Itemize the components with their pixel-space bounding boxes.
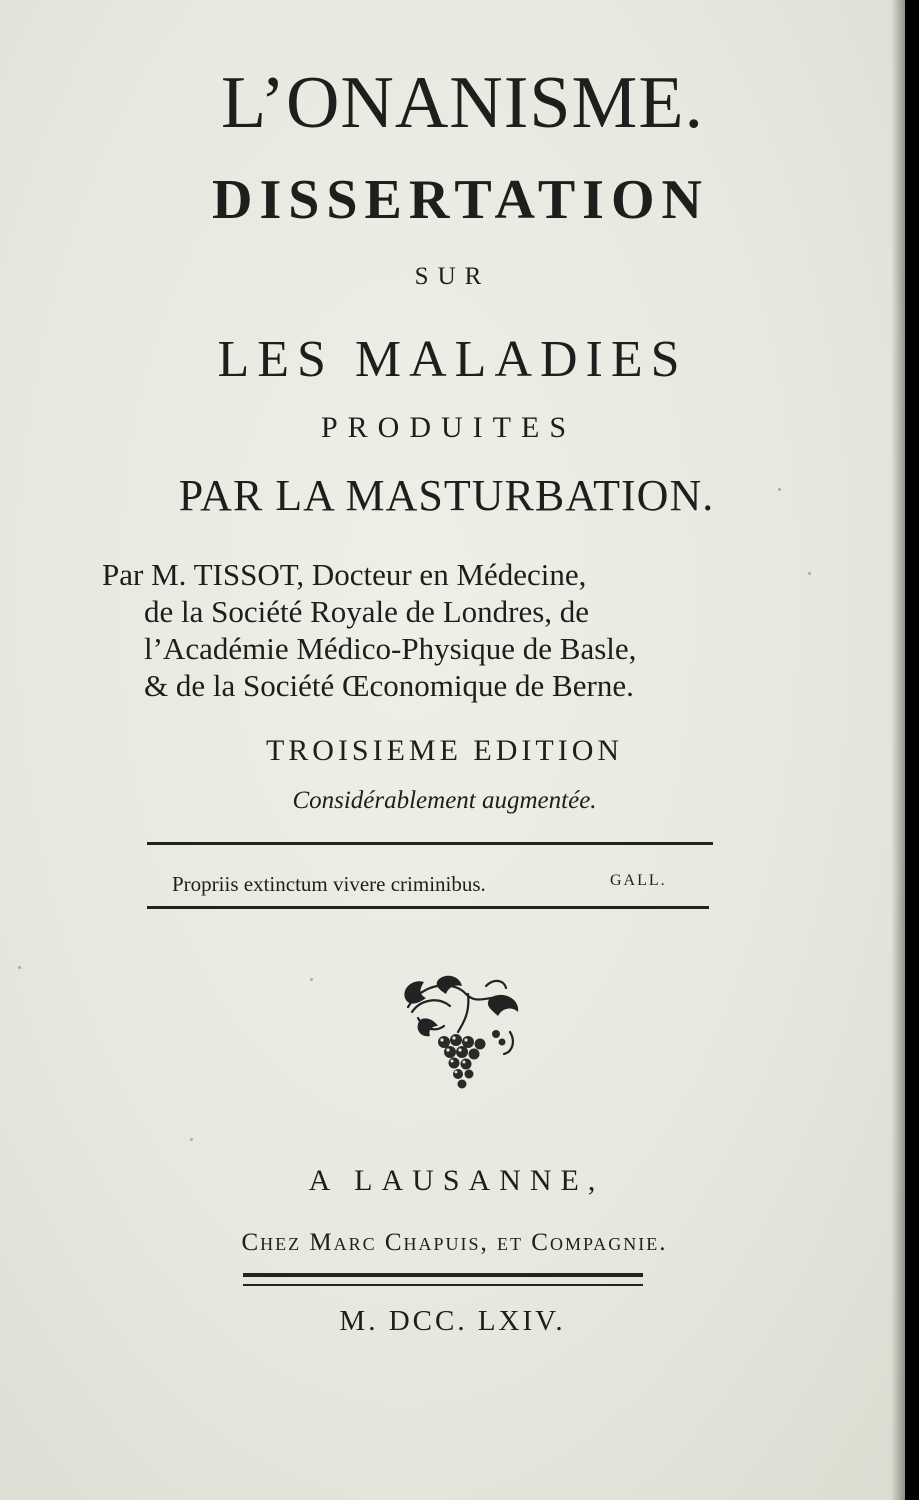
book-title: L’ONANISME. xyxy=(220,62,705,144)
motto-text: Propriis extinctum vivere criminibus. xyxy=(172,872,486,896)
paper-speck xyxy=(190,1138,193,1141)
edition-label: TROISIEME EDITION xyxy=(265,734,624,767)
bottom-divider-rule xyxy=(147,906,709,909)
imprint-rule-lower xyxy=(243,1284,643,1286)
motto xyxy=(172,872,692,897)
paper-speck xyxy=(18,966,21,969)
paper-speck xyxy=(778,488,781,491)
author-line-4: & de la Société Œconomique de Berne. xyxy=(144,668,634,703)
publication-place: A LAUSANNE, xyxy=(308,1164,605,1197)
publication-date: M. DCC. LXIV. xyxy=(339,1305,566,1337)
author-line-3: l’Académie Médico-Physique de Basle, xyxy=(144,631,637,666)
subtitle-maladies: LES MALADIES xyxy=(217,331,688,388)
page-edge-shadow xyxy=(891,0,905,1500)
paper-speck xyxy=(808,572,811,575)
book-subtitle: DISSERTATION xyxy=(212,169,709,231)
motto-source: GALL. xyxy=(610,872,667,889)
imprint-rule-upper xyxy=(243,1273,643,1277)
top-divider-rule xyxy=(147,842,713,845)
publisher-name: Chez Marc Chapuis, et Compagnie. xyxy=(241,1229,668,1256)
author-line-2: de la Société Royale de Londres, de xyxy=(144,594,590,629)
edition-note: Considérablement augmentée. xyxy=(292,787,597,814)
author-line-1: Par M. TISSOT, Docteur en Médecine, xyxy=(102,557,587,592)
subtitle-produites: PRODUITES xyxy=(320,411,576,444)
author-credit xyxy=(102,556,802,704)
paper-speck xyxy=(310,978,313,981)
subtitle-masturbation: PAR LA MASTURBATION. xyxy=(178,471,715,520)
subtitle-connector: SUR xyxy=(414,263,491,290)
grape-vine-ornament-icon xyxy=(398,972,528,1097)
